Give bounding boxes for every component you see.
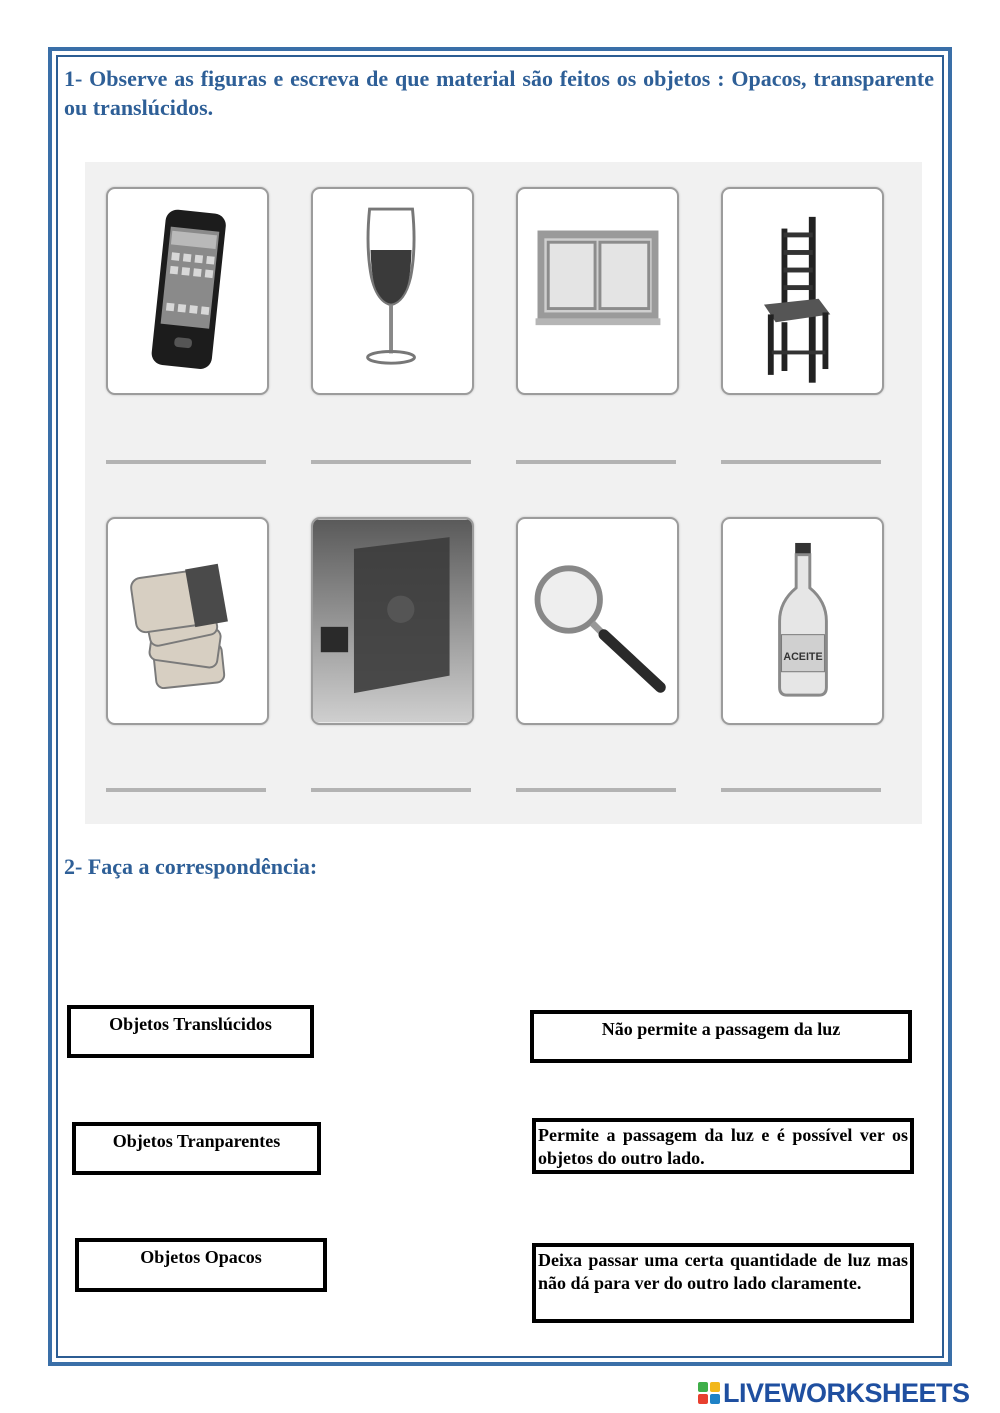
chair-icon (723, 189, 882, 393)
bottle-label-text: ACEITE (783, 651, 823, 664)
liveworksheets-logo (698, 1378, 970, 1408)
answer-line-1[interactable] (106, 460, 266, 464)
figures-panel (85, 162, 922, 824)
figure-card-window (516, 187, 679, 395)
match-right-partial-light[interactable]: Deixa passar uma certa quantidade de luz mas não dá para ver do outro lado claramente. (532, 1243, 914, 1323)
window-icon (518, 189, 677, 393)
bread-slices-icon (108, 519, 267, 723)
match-right-light-see-through[interactable]: Permite a passagem da luz e é possível ver os objetos do outro lado. (532, 1118, 914, 1174)
match-left-opaque[interactable]: Objetos Opacos (75, 1238, 327, 1292)
match-left-translucent[interactable]: Objetos Translúcidos (67, 1005, 314, 1058)
figure-card-wine-glass (311, 187, 474, 395)
figure-card-bread (106, 517, 269, 725)
answer-line-3[interactable] (516, 460, 676, 464)
answer-line-5[interactable] (106, 788, 266, 792)
liveworksheets-brand-text: LIVEWORKSHEETS (723, 1377, 970, 1408)
figure-card-tinted-glass (311, 517, 474, 725)
wine-glass-icon (313, 189, 472, 393)
figure-card-magnifier (516, 517, 679, 725)
liveworksheets-logo-icon (698, 1382, 720, 1404)
tinted-glass-icon (313, 519, 472, 723)
match-left-transparent[interactable]: Objetos Tranparentes (72, 1122, 321, 1175)
figure-card-smartphone (106, 187, 269, 395)
answer-line-6[interactable] (311, 788, 471, 792)
answer-line-7[interactable] (516, 788, 676, 792)
question-2-heading: 2- Faça a correspondência: (64, 854, 318, 879)
smartphone-icon (108, 189, 267, 393)
figure-card-oil-bottle (721, 517, 884, 725)
match-right-no-light[interactable]: Não permite a passagem da luz (530, 1010, 912, 1063)
answer-line-8[interactable] (721, 788, 881, 792)
oil-bottle-icon (723, 519, 882, 723)
magnifying-glass-icon (518, 519, 677, 723)
figure-card-chair (721, 187, 884, 395)
answer-line-4[interactable] (721, 460, 881, 464)
question-1-heading: 1- Observe as figuras e escreva de que material são feitos os objetos : Opacos, transparente ou translúcidos. (64, 66, 934, 120)
answer-line-2[interactable] (311, 460, 471, 464)
